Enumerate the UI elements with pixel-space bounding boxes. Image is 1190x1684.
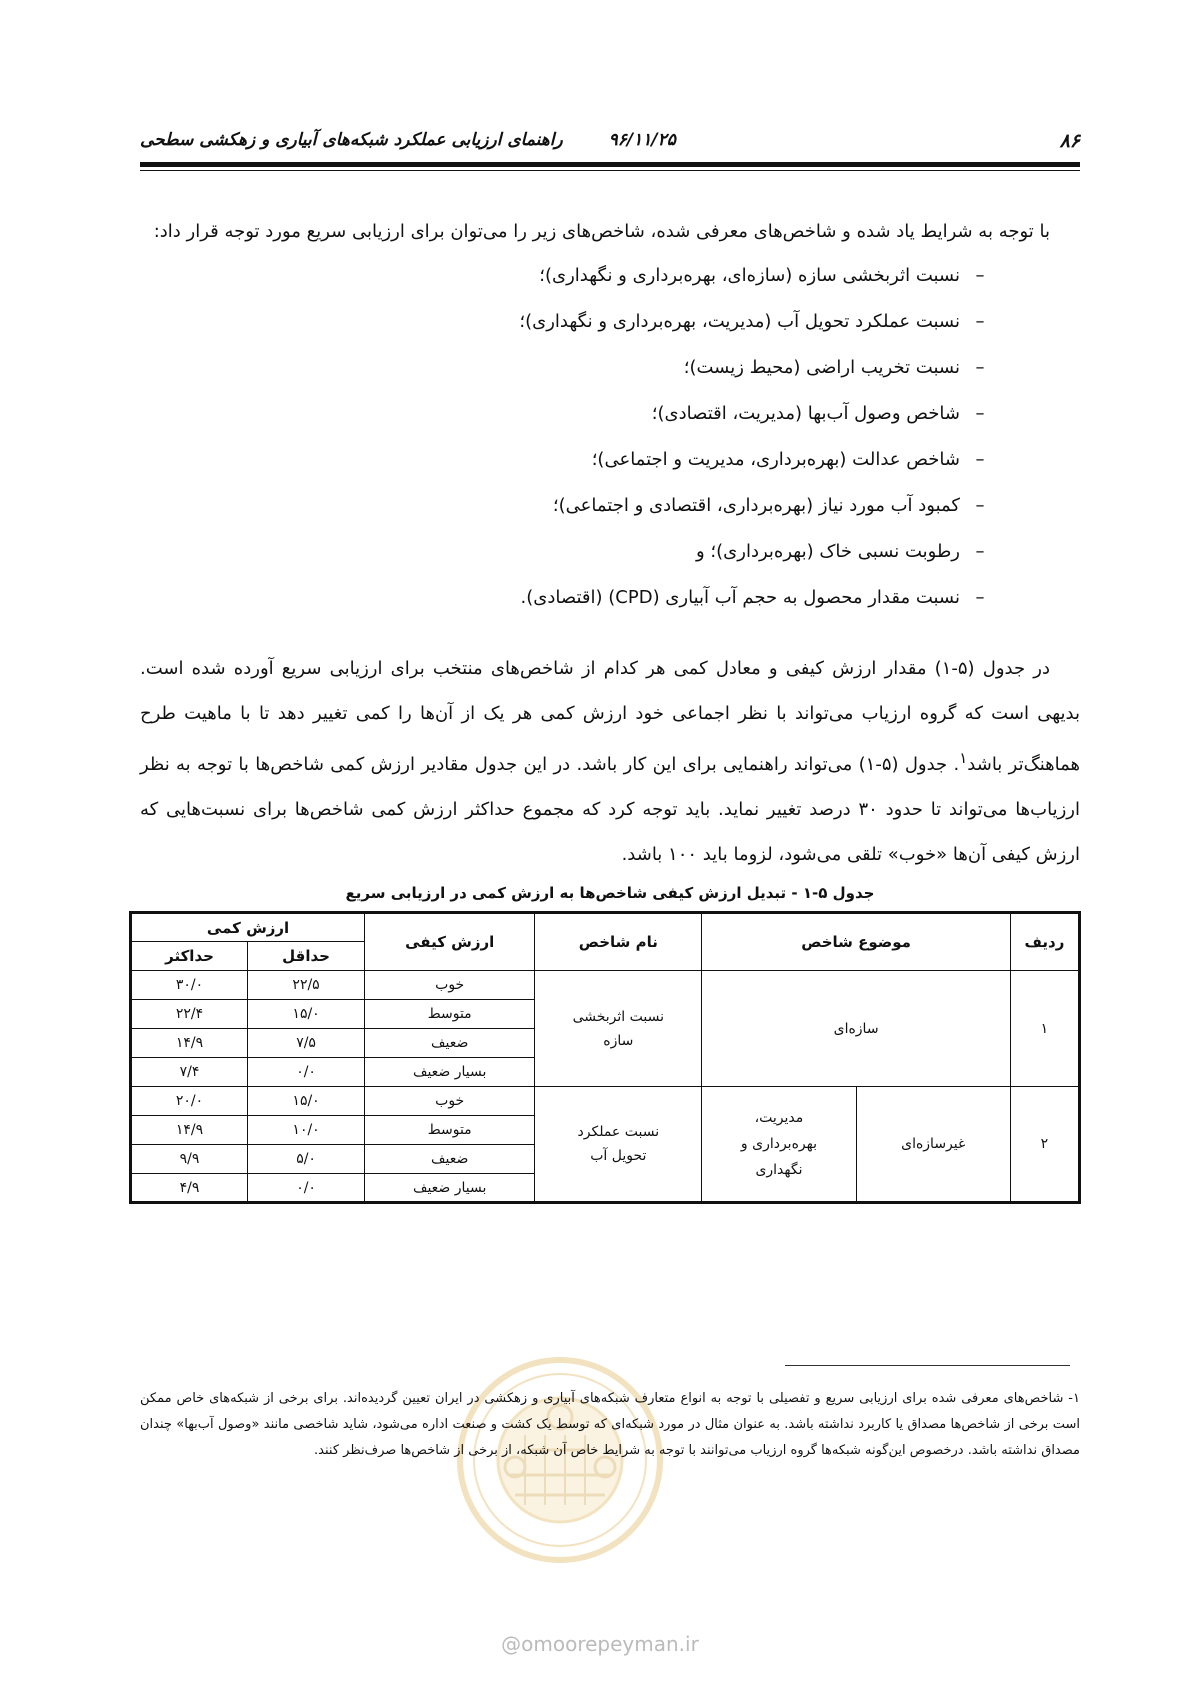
bullet-dash: –	[975, 357, 985, 378]
list-item	[100, 446, 1000, 492]
list-item	[100, 400, 1000, 446]
intro-text: با توجه به شرایط یاد شده و شاخص‌های معرفی شده، شاخص‌های زیر را می‌توان برای ارزیابی سریع مورد توجه قرار داد:	[153, 221, 1050, 242]
list-item	[100, 492, 1000, 538]
list-item-text: شاخص عدالت (بهره‌برداری، مدیریت و اجتماعی)؛	[591, 449, 960, 470]
paragraph-text-part1: در جدول (۵-۱) مقدار ارزش کیفی و معادل کمی هر کدام از شاخص‌های منتخب برای ارزیابی سریع آورده شده است. بدیهی است که گروه ارزیاب می‌تواند با نظر اجماعی خود ارزش کمی هر یک از آن‌ها را کمی تغییر دهد تا با ماهیت طرح هماهنگ‌تر باشد	[140, 658, 1081, 775]
list-item-text: کمبود آب مورد نیاز (بهره‌برداری، اقتصادی و اجتماعی)؛	[552, 495, 960, 516]
cell-min: ۱۰/۰	[248, 1116, 365, 1145]
cell-quality: خوب	[365, 1087, 535, 1116]
header-subject: موضوع شاخص	[702, 913, 1011, 971]
list-item	[100, 308, 1000, 354]
body-paragraph	[140, 646, 1080, 877]
cell-subject: سازه‌ای	[702, 971, 1011, 1087]
bullet-dash: –	[975, 265, 985, 286]
cell-row-number: ۱	[1010, 971, 1079, 1087]
cell-min: ۱۵/۰	[248, 1087, 365, 1116]
header-min: حداقل	[248, 942, 365, 971]
list-item	[100, 262, 1000, 308]
cell-min: ۷/۵	[248, 1029, 365, 1058]
list-item-text: رطوبت نسبی خاک (بهره‌برداری)؛ و	[696, 541, 960, 562]
table-row	[131, 1087, 1080, 1116]
cell-max: ۱۴/۹	[131, 1029, 248, 1058]
cell-quality: متوسط	[365, 1000, 535, 1029]
cell-row-number: ۲	[1010, 1087, 1079, 1203]
footnote-text: ۱- شاخص‌های معرفی شده برای ارزیابی سریع و تفصیلی با توجه به انواع متعارف شبکه‌های آبیاری و زهکشی در ایران تعیین گردیده‌اند. برای برخی از شبکه‌های خاص ممکن است برخی از شاخص‌ها مصداق یا کاربرد نداشته باشد. به عنوان مثال در مورد شبکه‌ای که توسط یک کشت و صنعت اداره می‌شود، شاید شاخصی مانند «وصول آب‌بها» چندان مصداق نداشته باشد. درخصوص این‌گونه شبکه‌ها گروه ارزیاب می‌توانند با توجه به شرایط خاص آن شبکه، از برخی از شاخص‌ها صرف‌نظر کنند.	[140, 1391, 1080, 1458]
cell-min: ۰/۰	[248, 1058, 365, 1087]
header-rule-thin	[140, 170, 1080, 171]
cell-quality: بسیار ضعیف	[365, 1174, 535, 1203]
header-quantitative: ارزش کمی	[131, 913, 365, 942]
watermark-url: @omoorepeyman.ir	[501, 1632, 699, 1656]
bullet-dash: –	[975, 403, 985, 424]
list-item	[100, 538, 1000, 584]
list-item	[100, 584, 1000, 630]
running-title	[140, 130, 676, 150]
bullet-dash: –	[975, 495, 985, 516]
table-caption: جدول ۵-۱ - تبدیل ارزش کیفی شاخص‌ها به ارزش کمی در ارزیابی سریع	[345, 884, 875, 902]
cell-max: ۷/۴	[131, 1058, 248, 1087]
footnote-ref[interactable]: ۱	[959, 749, 968, 767]
list-item-text: نسبت اثربخشی سازه (سازه‌ای، بهره‌برداری و نگهداری)؛	[539, 265, 960, 286]
header-row-number: ردیف	[1010, 913, 1079, 971]
header-indicator-name: نام شاخص	[535, 913, 702, 971]
cell-max: ۹/۹	[131, 1145, 248, 1174]
bullet-dash: –	[975, 311, 985, 332]
cell-min: ۲۲/۵	[248, 971, 365, 1000]
bullet-dash: –	[975, 541, 985, 562]
running-header	[140, 130, 1080, 160]
cell-max: ۳۰/۰	[131, 971, 248, 1000]
cell-indicator-name: نسبت اثربخشی سازه	[535, 971, 702, 1087]
list-item-text: نسبت عملکرد تحویل آب (مدیریت، بهره‌برداری و نگهداری)؛	[519, 311, 960, 332]
paragraph-text-part2: . جدول (۵-۱) می‌تواند راهنمایی برای این کار باشد. در این جدول مقادیر ارزش کمی شاخص‌ها با توجه به نظر ارزیاب‌ها می‌تواند تا حدود ۳۰ درصد تغییر نماید. باید توجه کرد که مجموع حداکثر ارزش کمی شاخص‌ها برای نسبت‌هایی که ارزش کیفی آن‌ها «خوب» تلقی می‌شود، لزوما باید ۱۰۰ باشد.	[140, 754, 1080, 865]
indicator-list	[100, 262, 1000, 630]
cell-min: ۵/۰	[248, 1145, 365, 1174]
cell-subject-detail: مدیریت، بهره‌برداری و نگهداری	[702, 1087, 856, 1203]
cell-quality: ضعیف	[365, 1029, 535, 1058]
table-row	[131, 971, 1080, 1000]
cell-min: ۰/۰	[248, 1174, 365, 1203]
header-title: راهنمای ارزیابی عملکرد شبکه‌های آبیاری و زهکشی سطحی	[140, 130, 563, 150]
header-rule-thick	[140, 162, 1080, 167]
list-item-text: نسبت تخریب اراضی (محیط زیست)؛	[683, 357, 960, 378]
header-qualitative: ارزش کیفی	[365, 913, 535, 971]
page-number: ۸۶	[1059, 130, 1080, 152]
cell-indicator-name: نسبت عملکرد تحویل آب	[535, 1087, 702, 1203]
indicator-value-table	[129, 911, 1081, 1204]
cell-min: ۱۵/۰	[248, 1000, 365, 1029]
cell-max: ۱۴/۹	[131, 1116, 248, 1145]
cell-max: ۲۰/۰	[131, 1087, 248, 1116]
cell-max: ۲۲/۴	[131, 1000, 248, 1029]
bullet-dash: –	[975, 449, 985, 470]
list-item-text: شاخص وصول آب‌بها (مدیریت، اقتصادی)؛	[651, 403, 960, 424]
footnote-rule	[785, 1365, 1070, 1366]
cell-subject: غیرسازه‌ای	[856, 1087, 1010, 1203]
cell-quality: متوسط	[365, 1116, 535, 1145]
list-item-text: نسبت مقدار محصول به حجم آب آبیاری (CPD) (اقتصادی).	[520, 587, 960, 608]
cell-quality: بسیار ضعیف	[365, 1058, 535, 1087]
list-item	[100, 354, 1000, 400]
cell-quality: ضعیف	[365, 1145, 535, 1174]
cell-quality: خوب	[365, 971, 535, 1000]
header-max: حداکثر	[131, 942, 248, 971]
bullet-dash: –	[975, 587, 985, 608]
header-date: ۹۶/۱۱/۲۵	[608, 130, 676, 150]
table-header-row	[131, 913, 1080, 942]
cell-max: ۴/۹	[131, 1174, 248, 1203]
